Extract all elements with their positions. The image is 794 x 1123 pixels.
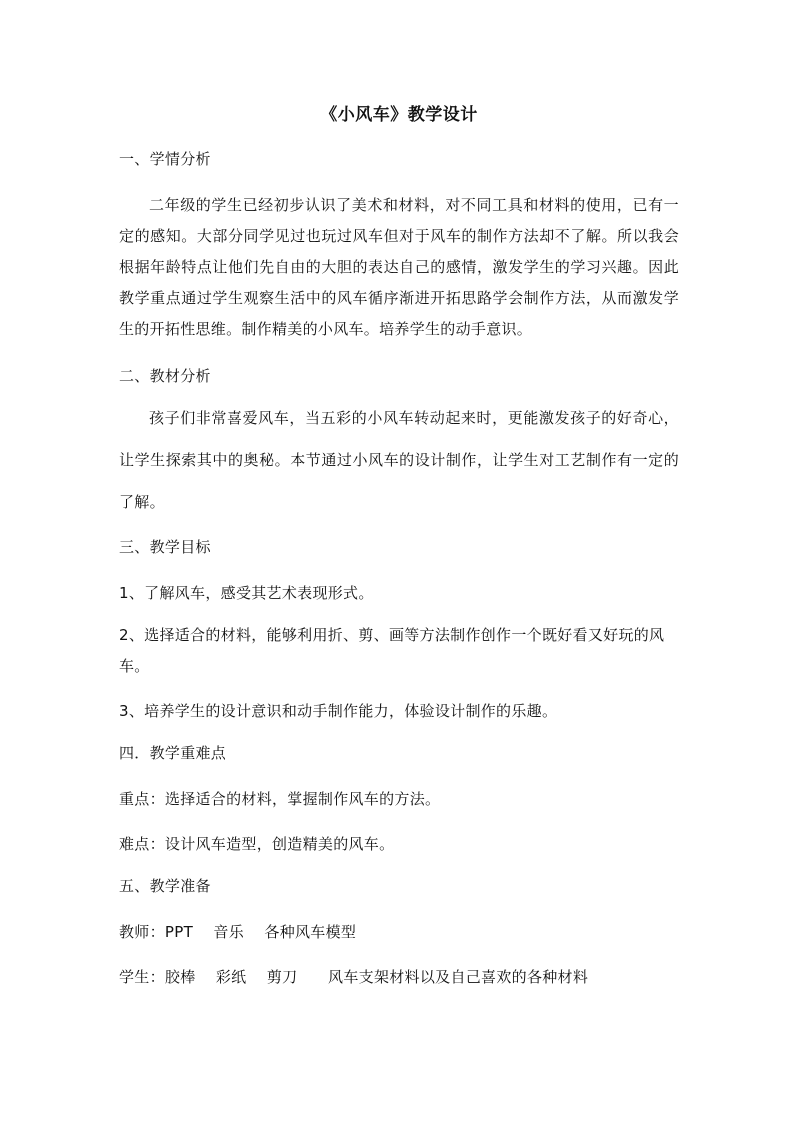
section-heading-1: 一、学情分析 <box>119 150 211 168</box>
section-paragraph-2: 孩子们非常喜爱风车，当五彩的小风车转动起来时，更能激发孩子的好奇心，让学生探索其中的奥秘。本节通过小风车的设计制作，让学生对工艺制作有一定的了解。 <box>119 409 679 511</box>
key-point: 重点：选择适合的材料，掌握制作风车的方法。 <box>119 790 441 808</box>
section-heading-4: 四．教学重难点 <box>119 744 227 762</box>
objective-item-2: 2、选择适合的材料，能够利用折、剪、画等方法制作创作一个既好看又好玩的风车。 <box>119 626 665 675</box>
section-heading-3: 三、教学目标 <box>119 538 211 556</box>
section-heading-5: 五、教学准备 <box>119 877 211 895</box>
section-heading-2: 二、教材分析 <box>119 367 211 385</box>
section-paragraph-1: 二年级的学生已经初步认识了美术和材料，对不同工具和材料的使用，已有一定的感知。大部分同学见过也玩过风车但对于风车的制作方法却不了解。所以我会根据年龄特点让他们先自由的大胆的表达自己的感情，激发学生的学习兴趣。因此教学重点通过学生观察生活中的风车循序渐进开拓思路学会制作方法，从而激发学生的开拓性思维。制作精美的小风车。培养学生的动手意识。 <box>119 196 679 338</box>
objective-item-1: 1、了解风车，感受其艺术表现形式。 <box>119 584 374 602</box>
difficult-point: 难点：设计风车造型，创造精美的风车。 <box>119 835 395 853</box>
document-title: 《小风车》教学设计 <box>320 105 478 125</box>
objective-item-3: 3、培养学生的设计意识和动手制作能力，体验设计制作的乐趣。 <box>119 702 558 720</box>
teacher-preparation: 教师：PPT 音乐 各种风车模型 <box>119 923 357 941</box>
student-preparation: 学生：胶棒 彩纸 剪刀 风车支架材料以及自己喜欢的各种材料 <box>119 968 589 986</box>
document-content <box>119 103 679 1004</box>
